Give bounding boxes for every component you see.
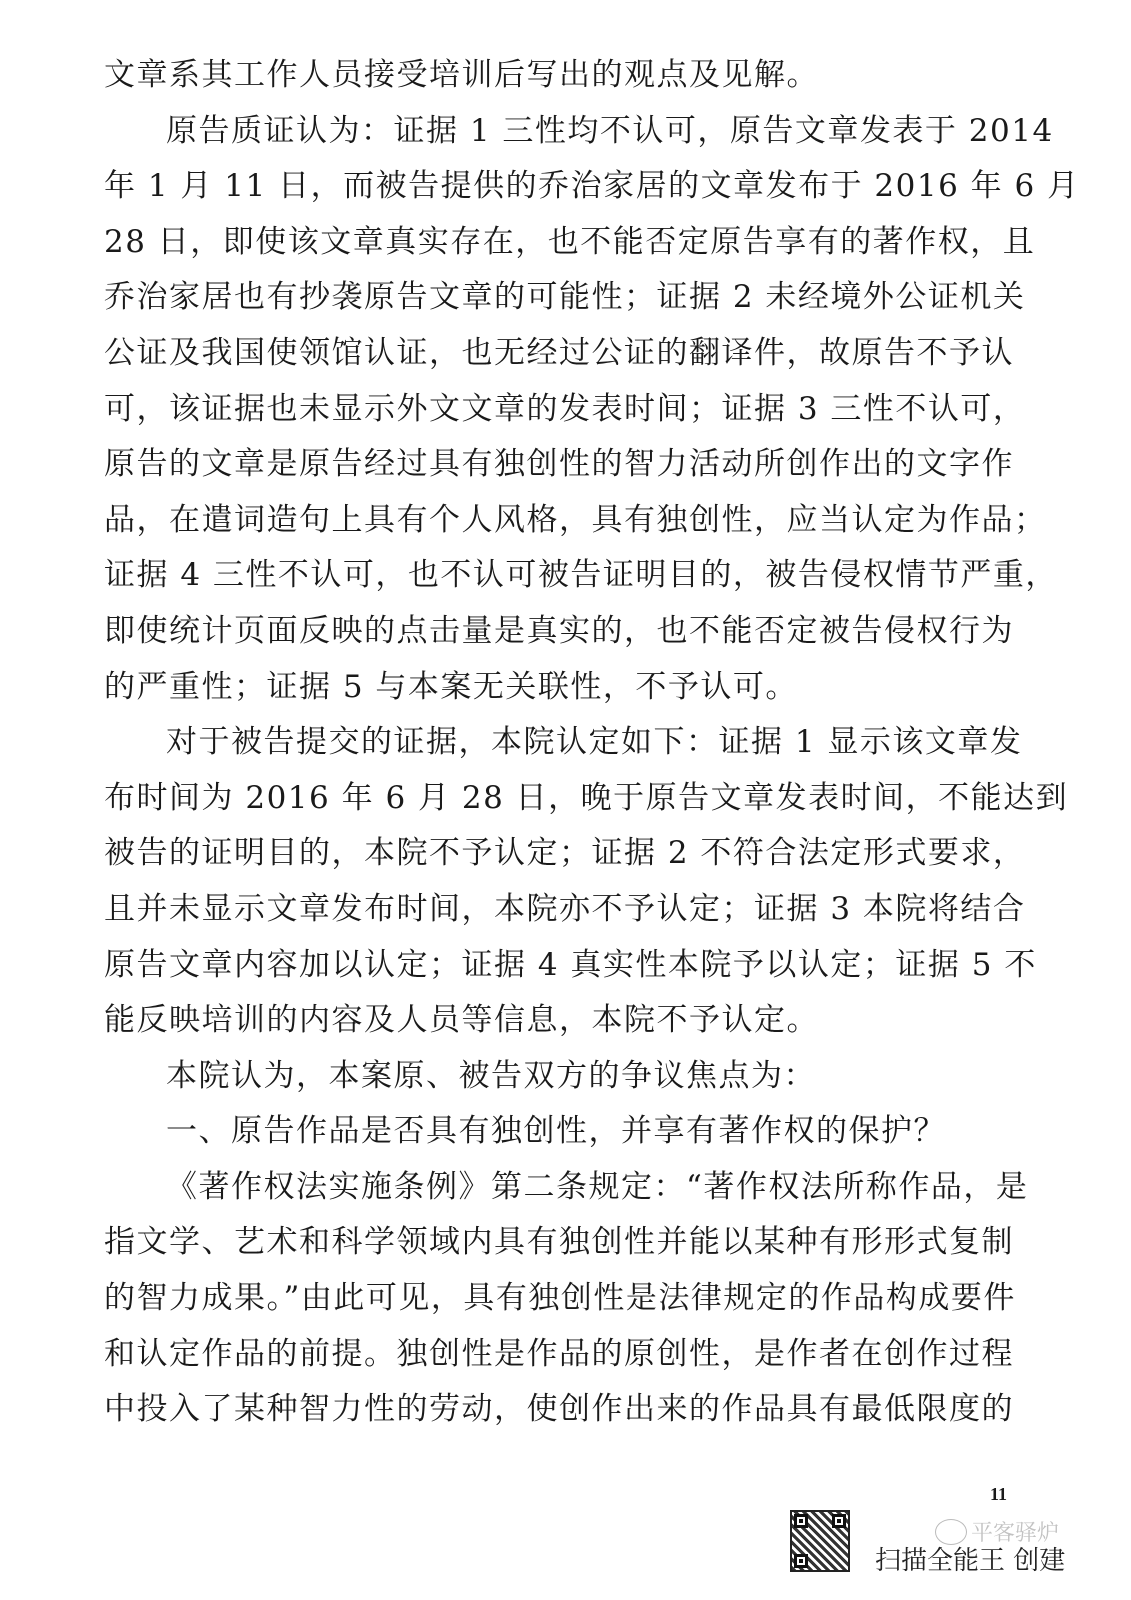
text-line: 和认定作品的前提。独创性是作品的原创性，是作者在创作过程 xyxy=(104,1335,1014,1372)
page-number: 11 xyxy=(990,1484,1008,1504)
text-line: 《著作权法实施条例》第二条规定：“著作权法所称作品，是 xyxy=(166,1168,1029,1205)
text-line: 的严重性；证据 5 与本案无关联性，不予认可。 xyxy=(104,668,798,705)
text-line: 中投入了某种智力性的劳动，使创作出来的作品具有最低限度的 xyxy=(104,1391,1014,1428)
watermark-text: 平客驿炉 xyxy=(971,1521,1060,1546)
qr-code-icon xyxy=(790,1510,850,1572)
text-line: 乔治家居也有抄袭原告文章的可能性；证据 2 未经境外公证机关 xyxy=(104,279,1026,316)
text-line: 即使统计页面反映的点击量是真实的，也不能否定被告侵权行为 xyxy=(104,612,1014,649)
section-heading: 一、原告作品是否具有独创性，并享有著作权的保护？ xyxy=(166,1113,946,1150)
text-line: 年 1 月 11 日，而被告提供的乔治家居的文章发布于 2016 年 6 月 xyxy=(104,168,1080,205)
text-line: 文章系其工作人员接受培训后写出的观点及见解。 xyxy=(104,57,819,93)
text-line: 原告的文章是原告经过具有独创性的智力活动所创作出的文字作 xyxy=(104,446,1014,483)
text-line: 能反映培训的内容及人员等信息，本院不予认定。 xyxy=(104,1002,819,1039)
document-body xyxy=(104,48,1080,1438)
text-line: 28 日，即使该文章真实存在，也不能否定原告享有的著作权，且 xyxy=(104,223,1036,260)
wechat-icon xyxy=(935,1519,967,1545)
text-line: 的智力成果。”由此可见，具有独创性是法律规定的作品构成要件 xyxy=(104,1280,1016,1317)
scanner-watermark-label: 扫描全能王 创建 xyxy=(875,1546,1066,1576)
text-line: 品，在遣词造句上具有个人风格，具有独创性，应当认定为作品； xyxy=(104,501,1047,538)
text-line: 被告的证明目的，本院不予认定；证据 2 不符合法定形式要求， xyxy=(104,835,1026,872)
text-line: 原告质证认为：证据 1 三性均不认可，原告文章发表于 2014 xyxy=(166,112,1054,149)
text-line: 原告文章内容加以认定；证据 4 真实性本院予以认定；证据 5 不 xyxy=(104,946,1037,983)
wechat-watermark xyxy=(935,1516,1059,1547)
text-line: 证据 4 三性不认可，也不认可被告证明目的，被告侵权情节严重， xyxy=(104,557,1058,594)
text-line: 对于被告提交的证据，本院认定如下：证据 1 显示该文章发 xyxy=(166,724,1023,761)
text-line: 布时间为 2016 年 6 月 28 日，晚于原告文章发表时间，不能达到 xyxy=(104,779,1069,816)
text-line: 且并未显示文章发布时间，本院亦不予认定；证据 3 本院将结合 xyxy=(104,890,1026,927)
text-line: 指文学、艺术和科学领域内具有独创性并能以某种有形形式复制 xyxy=(104,1224,1014,1261)
text-line: 可，该证据也未显示外文文章的发表时间；证据 3 三性不认可， xyxy=(104,390,1026,427)
text-line: 本院认为，本案原、被告双方的争议焦点为： xyxy=(166,1057,816,1094)
text-line: 公证及我国使领馆认证，也无经过公证的翻译件，故原告不予认 xyxy=(104,334,1014,371)
